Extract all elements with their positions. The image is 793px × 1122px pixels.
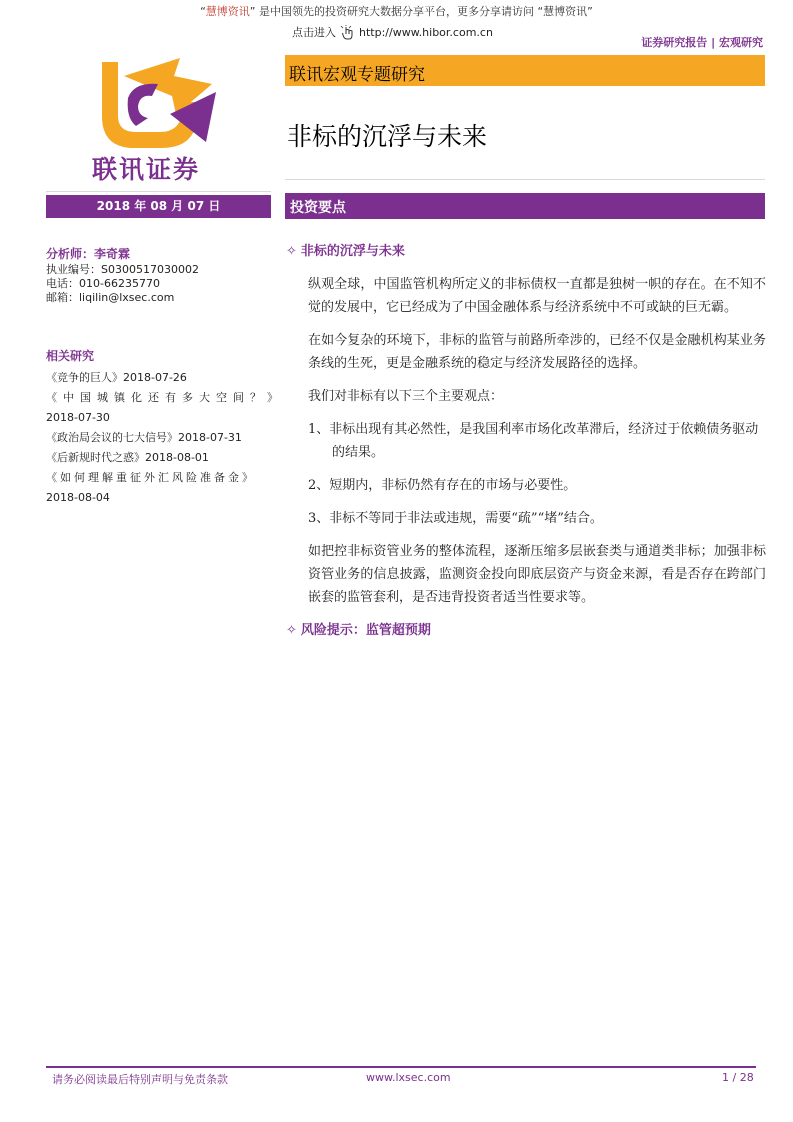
related-item-name: 《后新规时代之惑》: [46, 451, 145, 464]
analyst-name: 分析师：李奇霖: [46, 247, 131, 261]
series-title: 联讯宏观专题研究: [289, 65, 425, 85]
related-research-list: [46, 368, 284, 508]
banner-enter-text: 点击进入: [292, 26, 336, 39]
report-type-label: 证券研究报告 | 宏观研究: [641, 36, 763, 49]
related-research-title: 相关研究: [46, 349, 95, 363]
section-heading-text: 非标的沉浮与未来: [300, 244, 405, 259]
related-item[interactable]: [46, 428, 268, 448]
keypoints-header: [285, 193, 765, 219]
list-item: 2、短期内，非标仍然有存在的市场与必要性。: [308, 478, 577, 493]
list-item: 1、非标出现有其必然性，是我国利率市场化改革滞后，经济过于依赖债务驱动的结果。: [308, 422, 759, 460]
analyst-license: 执业编号：S0300517030002: [46, 263, 199, 276]
diamond-bullet-icon: ✧: [286, 623, 297, 638]
related-item-date: 2018-07-31: [178, 431, 242, 444]
hand-pointer-icon: [340, 25, 356, 41]
paragraph: 在如今复杂的环境下，非标的监管与前路所牵涉的，已经不仅是金融机构某业务条线的生死，更是金融系统的稳定与经济发展路径的选择。: [308, 333, 766, 371]
divider: [285, 179, 765, 180]
series-title-bar: [285, 55, 765, 86]
footer-disclaimer: 请务必阅读最后特别声明与免责条款: [52, 1073, 228, 1086]
paragraph: 如把控非标资管业务的整体流程，逐渐压缩多层嵌套类与通道类非标；加强非标资管业务的信息披露，监测资金投向即底层资产与资金来源，看是否存在跨部门嵌套的监管套利，是否违背投资者适当性要求等。: [308, 544, 766, 605]
paragraph: 纵观全球，中国监管机构所定义的非标债权一直都是独树一帜的存在。在不知不觉的发展中，它已经成为了中国金融体系与经济系统中不可或缺的巨无霸。: [308, 277, 766, 315]
key-points-body: [286, 240, 766, 652]
logo-wordmark: 联讯证券: [92, 155, 201, 184]
related-item[interactable]: [46, 448, 268, 468]
section-heading: [286, 619, 766, 638]
related-item-date: 2018-07-26: [123, 371, 187, 384]
list-item: 3、非标不等同于非法或违规，需要“疏”“堵”结合。: [308, 511, 603, 526]
diamond-bullet-icon: ✧: [286, 244, 297, 259]
divider: [46, 191, 271, 192]
related-item-date: 2018-08-04: [46, 491, 110, 504]
quote-mark: “: [200, 5, 206, 18]
related-item[interactable]: [46, 388, 284, 428]
related-item-name: 《中国城镇化还有多大空间？》: [46, 391, 284, 404]
section-heading-text: 风险提示：监管超预期: [300, 623, 431, 638]
keypoints-label: 投资要点: [290, 200, 346, 216]
report-title: 非标的沉浮与未来: [287, 122, 488, 151]
banner-link-row: [292, 25, 493, 41]
related-item[interactable]: [46, 368, 268, 388]
section-heading: [286, 240, 766, 259]
page-number: 1 / 28: [722, 1071, 754, 1084]
banner-url-link[interactable]: http://www.hibor.com.cn: [359, 26, 493, 39]
banner-text: ” 是中国领先的投资研究大数据分享平台，更多分享请访问 “慧博资讯”: [249, 5, 593, 18]
related-item[interactable]: [46, 468, 268, 508]
footer-divider: [46, 1066, 756, 1068]
related-item-name: 《政治局会议的七大信号》: [46, 431, 178, 444]
analyst-info: [46, 263, 199, 305]
footer-website[interactable]: www.lxsec.com: [366, 1071, 451, 1084]
promo-banner: [0, 4, 793, 19]
analyst-phone: 电话：010-66235770: [46, 277, 160, 290]
related-item-name: 《竞争的巨人》: [46, 371, 123, 384]
related-item-date: 2018-07-30: [46, 411, 110, 424]
related-item-date: 2018-08-01: [145, 451, 209, 464]
paragraph: 我们对非标有以下三个主要观点：: [308, 389, 504, 404]
brand-name[interactable]: 慧博资讯: [205, 5, 250, 18]
analyst-email[interactable]: 邮箱：liqilin@lxsec.com: [46, 291, 175, 304]
related-item-name: 《如何理解重征外汇风险准备金》: [46, 471, 256, 484]
report-date: 2018 年 08 月 07 日: [46, 195, 271, 218]
